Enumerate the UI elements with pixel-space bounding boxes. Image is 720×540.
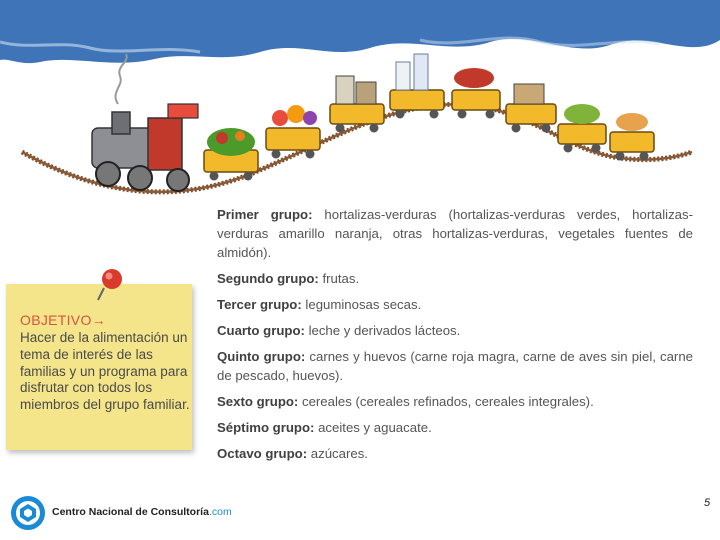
group-1 [217, 205, 693, 262]
page-number: 5 [704, 497, 711, 509]
objective-title: OBJETIVO→ [20, 312, 106, 328]
group-text: leche y derivados lácteos. [304, 323, 461, 338]
brand-suffix: .com [208, 506, 232, 518]
group-3 [217, 295, 693, 314]
group-text: leguminosas secas. [301, 297, 422, 312]
group-6 [217, 392, 693, 411]
group-label: Cuarto grupo: [217, 323, 305, 338]
group-7 [217, 418, 693, 437]
objective-text: Hacer de la alimentación un tema de interés de las familias y un programa para disfrutar con todos los miembros del grupo familiar. [20, 330, 190, 413]
locomotive [92, 54, 198, 191]
group-text: carnes y huevos (carne roja magra, carne de aves sin piel, carne de pescado, huevos). [217, 349, 693, 383]
group-label: Quinto grupo: [217, 349, 306, 364]
pushpin-icon [92, 266, 126, 302]
group-label: Primer grupo: [217, 207, 313, 222]
food-groups-list [217, 205, 693, 470]
brand-text: Centro Nacional de Consultoría [52, 506, 209, 518]
group-label: Segundo grupo: [217, 271, 319, 286]
wagons [204, 54, 654, 181]
train-illustration [0, 0, 720, 200]
group-text: cereales (cereales refinados, cereales integrales). [298, 394, 594, 409]
brand-name [52, 506, 232, 518]
group-label: Sexto grupo: [217, 394, 299, 409]
group-5 [217, 347, 693, 385]
group-2 [217, 269, 693, 288]
group-text: frutas. [318, 271, 360, 286]
group-4 [217, 321, 693, 340]
group-8 [217, 444, 693, 463]
group-text: hortalizas-verduras (hortalizas-verduras verdes, hortalizas-verduras amarillo naranja, otras hortalizas-verduras, vegetales fuentes de almidón). [217, 207, 693, 260]
group-label: Octavo grupo: [217, 446, 308, 461]
group-text: aceites y aguacate. [314, 420, 432, 435]
group-text: azúcares. [307, 446, 368, 461]
cnc-logo-icon [10, 495, 46, 531]
group-label: Séptimo grupo: [217, 420, 315, 435]
group-label: Tercer grupo: [217, 297, 302, 312]
